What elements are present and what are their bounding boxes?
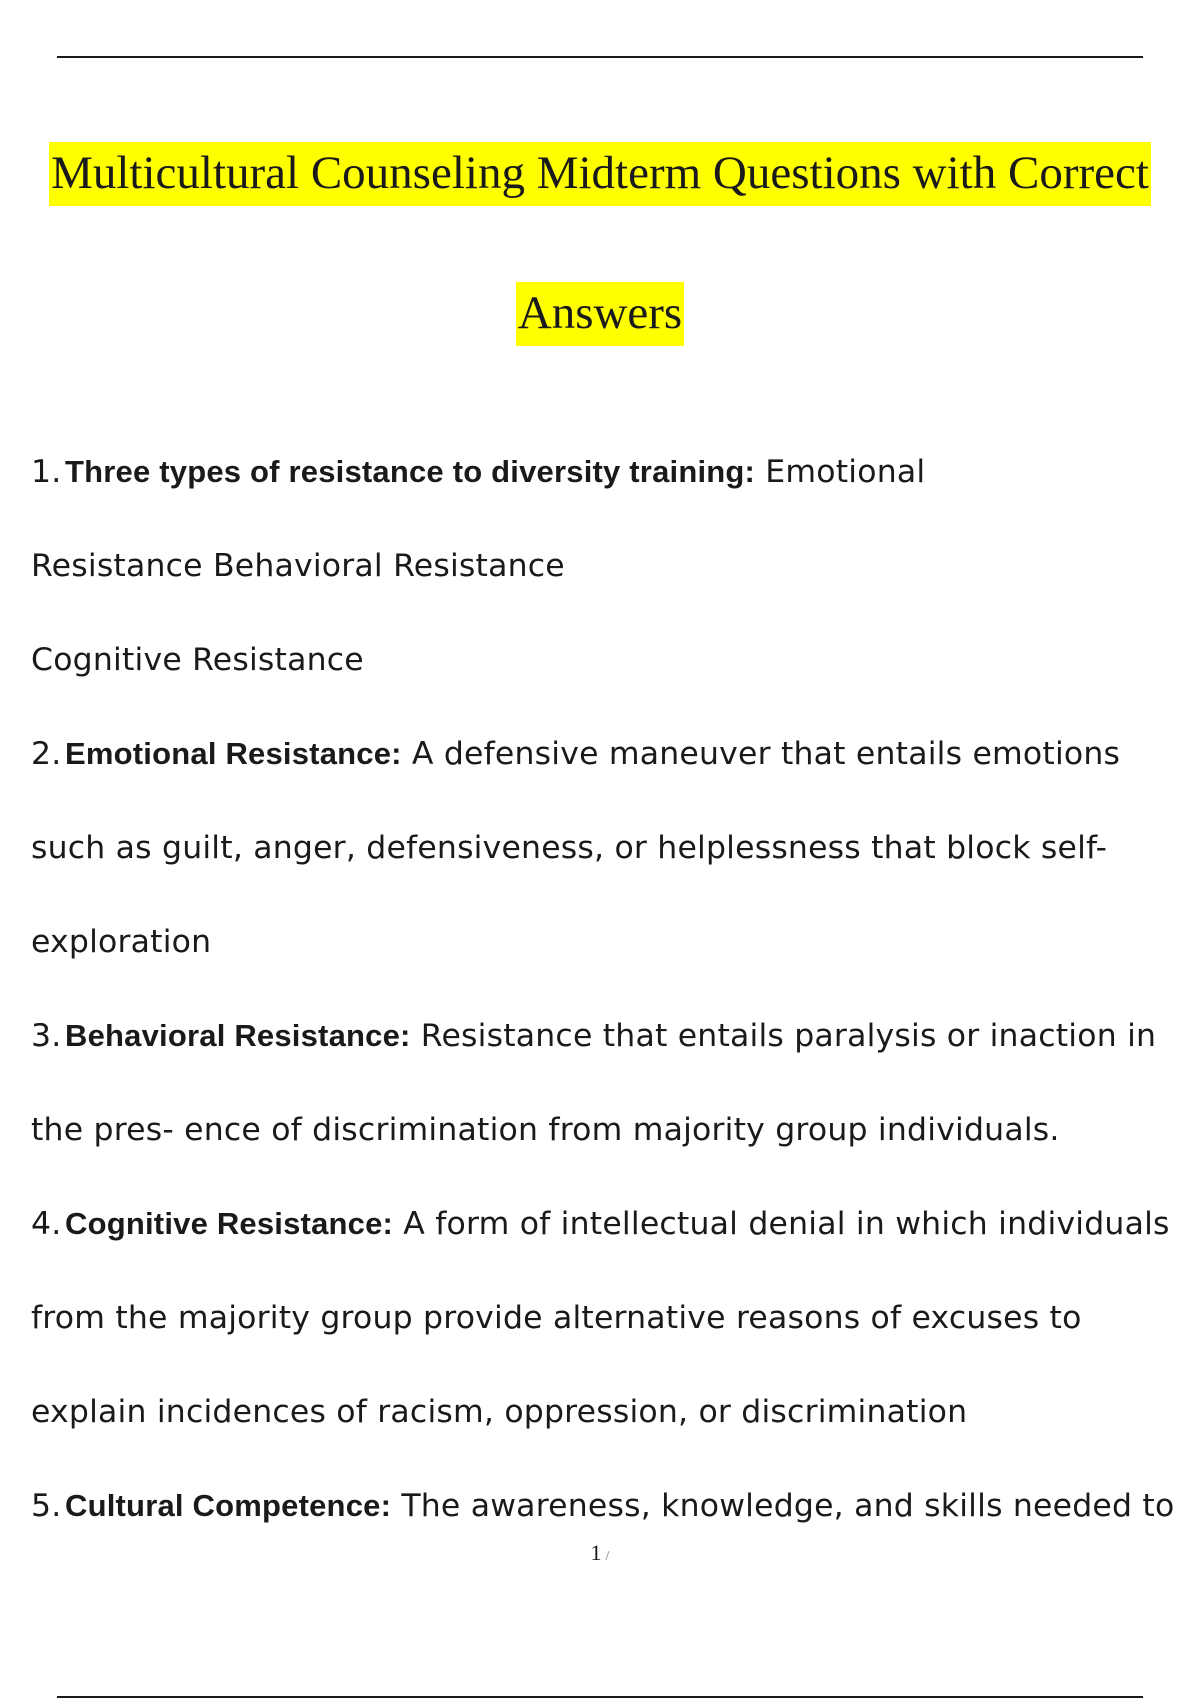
item-term: Behavioral Resistance: [65,1018,411,1053]
qa-item-1-line-2: Resistance Behavioral Resistance [31,548,565,584]
item-term: Three types of resistance to diversity training: [65,454,756,489]
page-number [0,1540,1200,1566]
item-number: 1. [31,454,62,490]
item-term: Cognitive Resistance: [65,1206,394,1241]
qa-item-3-line-2: the pres- ence of discrimination from majority group individuals. [31,1112,1060,1148]
item-answer: The awareness, knowledge, and skills needed to [391,1488,1175,1524]
item-term: Emotional Resistance: [65,736,402,771]
qa-item-1 [31,425,1191,519]
item-answer: Resistance that entails paralysis or inaction in [410,1018,1157,1054]
item-number: 4. [31,1206,62,1242]
qa-item-5 [31,1459,1191,1553]
item-answer: Emotional [755,454,926,490]
item-number: 5. [31,1488,62,1524]
top-rule [57,56,1143,58]
item-number: 2. [31,736,62,772]
qa-list [31,425,1191,1553]
bottom-rule [57,1696,1143,1698]
qa-item-2-line-2: such as guilt, anger, defensiveness, or helplessness that block self- [31,830,1108,866]
qa-item-2 [31,707,1191,801]
title-highlight-line2: Answers [516,282,684,346]
qa-item-3 [31,989,1191,1083]
qa-item-4-line-3: explain incidences of racism, oppression, or discrimination [31,1394,968,1430]
document-title [0,147,1200,199]
qa-item-2-line-3: exploration [31,924,212,960]
page-number-suffix: / [605,1549,610,1564]
qa-item-1-line-3: Cognitive Resistance [31,642,364,678]
item-answer: A defensive maneuver that entails emotions [401,736,1121,772]
item-answer: A form of intellectual denial in which individuals [393,1206,1170,1242]
item-term: Cultural Competence: [65,1488,392,1523]
qa-item-4-line-2: from the majority group provide alternative reasons of excuses to [31,1300,1082,1336]
qa-item-4 [31,1177,1191,1271]
title-highlight-line1: Multicultural Counseling Midterm Questions with Correct [49,142,1151,206]
page-number-value: 1 [590,1540,602,1565]
item-number: 3. [31,1018,62,1054]
document-title-continued [0,287,1200,339]
